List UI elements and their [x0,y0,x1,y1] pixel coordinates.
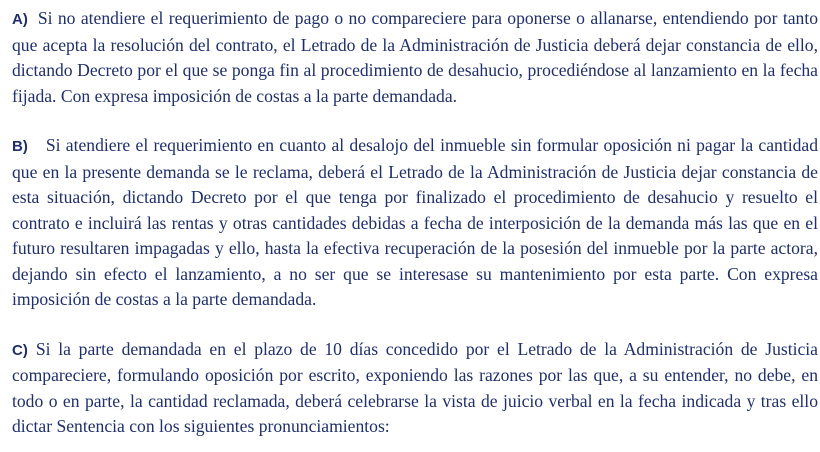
document-body [12,6,818,440]
paragraph-b [12,133,818,313]
paragraph-text-a: Si no atendiere el requerimiento de pago o no compareciere para oponerse o allanarse, entendiendo por tanto que acepta la resolución del contrato, el Letrado de la Administración de Justicia deberá dejar constancia de ello, dictando Decreto por el que se ponga fin al procedimiento de desahucio, procediéndose al lanzamiento en la fecha fijada. Con expresa imposición de costas a la parte demandada. [12,8,818,106]
paragraph-marker-a: A) [12,11,28,28]
paragraph-a [12,6,818,109]
paragraph-marker-c: C) [12,341,28,359]
paragraph-text-c: Si la parte demandada en el plazo de 10 días concedido por el Letrado de la Administración de Justicia compareciere, formulando oposición por escrito, exponiendo las razones por las que, a su entender, no debe, en todo o en parte, la cantidad reclamada, deberá celebrarse la vista de juicio verbal en la fecha indicada y tras ello dictar Sentencia con los siguientes pronunciamientos: [12,338,818,436]
paragraph-marker-b: B) [12,138,28,155]
paragraph-text-b: Si atendiere el requerimiento en cuanto al desalojo del inmueble sin formular oposición ni pagar la cantidad que en la presente demanda se le reclama, deberá el Letrado de la Administración de Justicia dejar constancia de esta situación, dictando Decreto por el que tenga por finalizado el procedimiento de desahucio y resuelto el contrato e incluirá las rentas y otras cantidades debidas a fecha de interposición de la demanda más las que en el futuro resultaren impagadas y ello, hasta la efectiva recuperación de la posesión del inmueble por la parte actora, dejando sin efecto el lanzamiento, a no ser que se interesase su mantenimiento por esta parte. Con expresa imposición de costas a la parte demandada. [12,135,818,309]
paragraph-c [12,337,818,440]
